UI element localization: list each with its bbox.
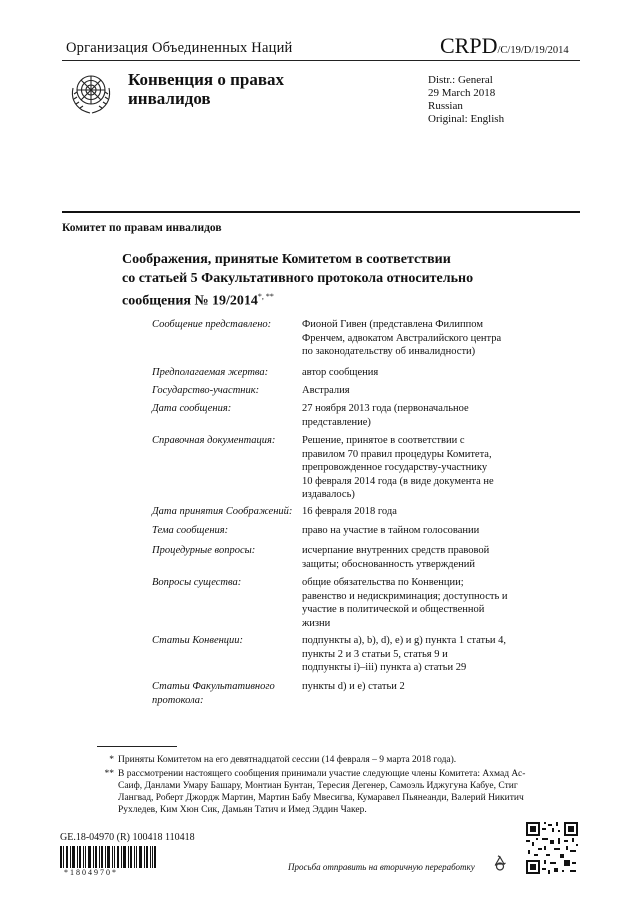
row-label: Вопросы существа: (152, 577, 242, 588)
distr-line: 29 March 2018 (428, 87, 496, 99)
convention-title-line1: Конвенция о правах (128, 70, 285, 89)
row-value (302, 544, 527, 571)
row-label: Тема сообщения: (152, 525, 229, 536)
un-emblem-icon (66, 66, 116, 116)
value-line: Решение, принятое в соответствии с (302, 435, 465, 446)
qr-code-icon (526, 822, 578, 874)
recycle-notice: Просьба отправить на вторичную переработку (288, 862, 475, 872)
value-line: пункты 2 и 3 статьи 5, статья 9 и (302, 648, 448, 660)
value-line: подпункты i)–iii) пункта a) статьи 29 (302, 662, 467, 673)
convention-title (128, 70, 358, 108)
row-label: Дата принятия Соображений: (152, 506, 293, 517)
views-title-line2: со статьей 5 Факультативного протокола относительно (122, 270, 474, 286)
job-number: GE.18-04970 (R) 100418 110418 (60, 832, 195, 843)
distr-line: Distr.: General (428, 74, 493, 86)
value-line: пункты d) и e) статьи 2 (302, 681, 405, 692)
value-line: право на участие в тайном голосовании (302, 525, 480, 536)
value-line: подпункты a), b), d), e) и g) пункта 1 статьи 4, (302, 635, 507, 646)
row-label: Справочная документация: (152, 435, 276, 446)
row-label: Статьи Конвенции: (152, 635, 244, 646)
value-line: Фионой Гивен (представлена Филиппом (302, 319, 483, 330)
value-line: защиты; обоснованность утверждений (302, 558, 475, 570)
document-symbol (440, 33, 569, 59)
footnote-marks: *, ** (257, 292, 274, 301)
footnote-mark: ** (104, 769, 114, 779)
views-title-line1: Соображения, принятые Комитетом в соответствии (122, 252, 451, 267)
footnote-text: Приняты Комитетом на его девятнадцатой сессии (14 февраля – 9 марта 2018 года). (118, 755, 457, 765)
value-line: Френчем, адвокатом Австралийского центра (302, 332, 502, 344)
value-line: участие в политической и общественной (302, 604, 485, 615)
row-value (302, 434, 527, 502)
row-value (302, 384, 527, 398)
value-line: общие обязательства по Конвенции; (302, 577, 464, 588)
barcode-icon (60, 846, 156, 868)
views-title (122, 251, 542, 311)
row-label: Процедурные вопросы: (152, 545, 256, 556)
views-title-text: сообщения № 19/2014 (122, 293, 258, 309)
organization-name: Организация Объединенных Наций (66, 40, 293, 56)
convention-title-line2: инвалидов (128, 89, 211, 108)
value-line: 16 февраля 2018 года (302, 506, 397, 517)
row-label: Предполагаемая жертва: (152, 367, 269, 378)
row-label: Сообщение представлено: (152, 319, 272, 330)
value-line: жизни (302, 617, 331, 629)
value-line: автор сообщения (302, 367, 379, 378)
views-title-line3 (122, 288, 542, 311)
distr-line: Original: English (428, 113, 505, 125)
value-line: по законодательству об инвалидности) (302, 346, 476, 357)
header-rule (62, 60, 580, 61)
row-value (302, 680, 527, 694)
row-value (302, 634, 527, 675)
footnote-mark: * (109, 755, 114, 765)
value-line: издавалось) (302, 489, 355, 500)
recycle-icon (492, 855, 508, 871)
row-value (302, 318, 527, 359)
value-line: представление) (302, 416, 371, 428)
row-label: Дата сообщения: (152, 403, 232, 414)
row-value (302, 505, 527, 519)
row-value (302, 366, 527, 380)
row-label: Государство-участник: (152, 385, 260, 396)
value-line: 10 февраля 2014 года (в виде документа не (302, 475, 494, 487)
footnote-text: В рассмотрении настоящего сообщения принимали участие следующие члены Комитета: Ахмад Ас-Саиф, Данлами Умару Башару, Монтиан Бунтан, Тересия Дегенер, Самоэль Иджугуна Кабуе, Стиг Лангвад, Роберт Джордж Мартин, Мартин Бабу Мвесигва, Кумаравел Пьянеанди, Валерий Никитич Рухледев, Ким Хюн Сик, Дамьян Татич и Имед Эддин Чакер. (118, 769, 526, 815)
distribution-info (428, 74, 504, 126)
value-line: исчерпание внутренних средств правовой (302, 545, 490, 556)
section-rule (62, 211, 580, 213)
value-line: препровожденное государству-участнику (302, 462, 488, 473)
value-line: 27 ноября 2013 года (первоначальное (302, 403, 469, 414)
distr-line: Russian (428, 100, 463, 112)
row-label: Статьи Факультативного протокола: (152, 681, 275, 706)
committee-name: Комитет по правам инвалидов (62, 222, 222, 234)
footnote-rule (97, 746, 177, 747)
symbol-main: CRPD (440, 33, 498, 58)
symbol-rest: /C/19/D/19/2014 (497, 45, 569, 56)
row-value (302, 576, 527, 630)
value-line: правилом 70 правил процедуры Комитета, (302, 448, 492, 460)
value-line: Австралия (302, 385, 350, 396)
row-value (302, 524, 527, 538)
row-value (302, 402, 527, 429)
barcode-number: *1804970* (64, 868, 118, 877)
value-line: равенство и недискриминация; доступность и (302, 590, 508, 602)
